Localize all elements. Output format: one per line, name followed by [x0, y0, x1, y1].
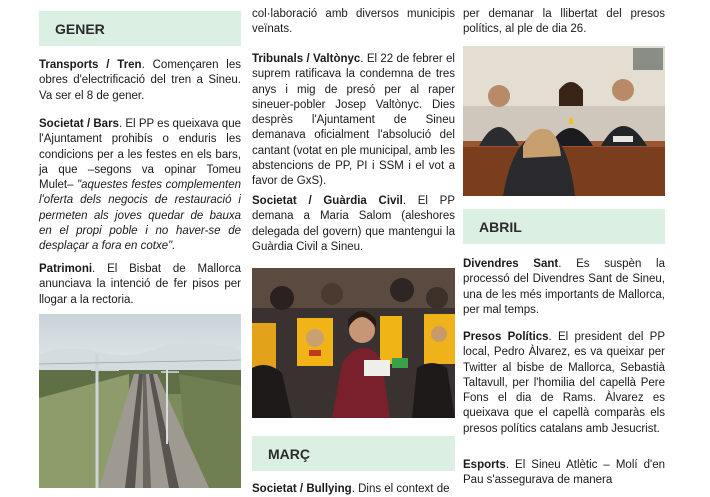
- item-body: . Dins el context de: [351, 483, 450, 495]
- news-item-continuation: [252, 7, 455, 38]
- item-body: per demanar la llibertat del presos polítics, al ple de dia 26.: [463, 8, 665, 36]
- council-meeting-photo: [463, 46, 665, 196]
- item-heading: Tribunals / Valtònyc: [252, 53, 361, 65]
- railway-photo: [39, 314, 241, 488]
- item-body: . El Sineu Atlètic – Molí d'en Pau s'assegurava de manera: [463, 459, 665, 487]
- news-item-patrimoni: [39, 262, 241, 308]
- item-heading: Societat / Guàrdia Civil: [252, 195, 403, 207]
- protest-photo-image: [252, 268, 455, 418]
- news-item-presos-politics: [463, 330, 665, 437]
- news-item-guardia-civil: [252, 194, 455, 255]
- news-item-continuation-2: [463, 7, 665, 38]
- item-heading: Esports: [463, 459, 506, 471]
- item-body: . Començaren les obres d'electrificació del tren a Sineu. Va ser el 8 de gener.: [39, 59, 241, 102]
- month-label: ABRIL: [479, 218, 522, 235]
- month-label: GENER: [55, 20, 105, 37]
- council-meeting-photo-image: [463, 46, 665, 196]
- item-heading: Presos Polítics: [463, 331, 549, 343]
- railway-photo-image: [39, 314, 241, 488]
- news-item-divendres-sant: [463, 257, 665, 318]
- protest-photo: [252, 268, 455, 418]
- news-item-esports: [463, 458, 665, 489]
- item-body: . El PP demana a Maria Salom (aleshores delegada del govern) que mantengui la Guàrdia Civil a Sineu.: [252, 195, 455, 253]
- month-header-marc: [252, 436, 455, 471]
- item-heading: Transports / Tren: [39, 59, 142, 71]
- month-header-abril: [463, 209, 665, 244]
- item-heading: Societat / Bullying: [252, 483, 352, 495]
- item-heading: Divendres Sant: [463, 258, 559, 270]
- news-item-transports: [39, 58, 241, 104]
- news-item-bars: [39, 117, 241, 255]
- item-body: . El 22 de febrer el suprem ratificava la condemna de tres anys i mig de presó per al raper sineuer-pobler Josep Valtònyc. Dies desprès l'Ajuntament de Sineu demanava oficialment l'absolució del cantant (votat en ple municipal, amb les abstencions de PP, PI i SSM i el vot a favor de GxS).: [252, 53, 455, 188]
- item-body: . El Bisbat de Mallorca anunciava la intenció de fer pisos per llogar a la rectoria.: [39, 263, 241, 306]
- item-body: . El president del PP local, Pedro Àlvarez, es va queixar per Twitter al bisbe de Mallorca, Sebastià Taltavull, per l'homilia del capellà Pere Fons el dia de Rams. Àlvarez es queixava que el capellà comparàs els presos polítics catalans amb Jesucrist.: [463, 331, 665, 435]
- item-quote: "aquestes festes complementen l'oferta dels negocis de restauració i permeten als joves quedar de bauxa en el propi poble i no haver-se de desplaçar a fora en cotxe".: [39, 179, 241, 253]
- month-label: MARÇ: [268, 445, 310, 462]
- item-body: . El PP es queixava que l'Ajuntament prohibís o enduris les condicions per a les festes en els bars, ja que –segons va opinar Tomeu Mulet–: [39, 118, 241, 192]
- item-body: . Es suspèn la processó del Divendres Sant de Sineu, una de les més importants de Mallorca, per mal temps.: [463, 258, 665, 316]
- news-item-bullying: [252, 482, 455, 497]
- item-heading: Patrimoni: [39, 263, 93, 275]
- month-header-gener: [39, 11, 241, 46]
- news-item-valtonyc: [252, 52, 455, 190]
- item-body: col·laboració amb diversos municipis veïnats.: [252, 8, 455, 36]
- item-heading: Societat / Bars: [39, 118, 119, 130]
